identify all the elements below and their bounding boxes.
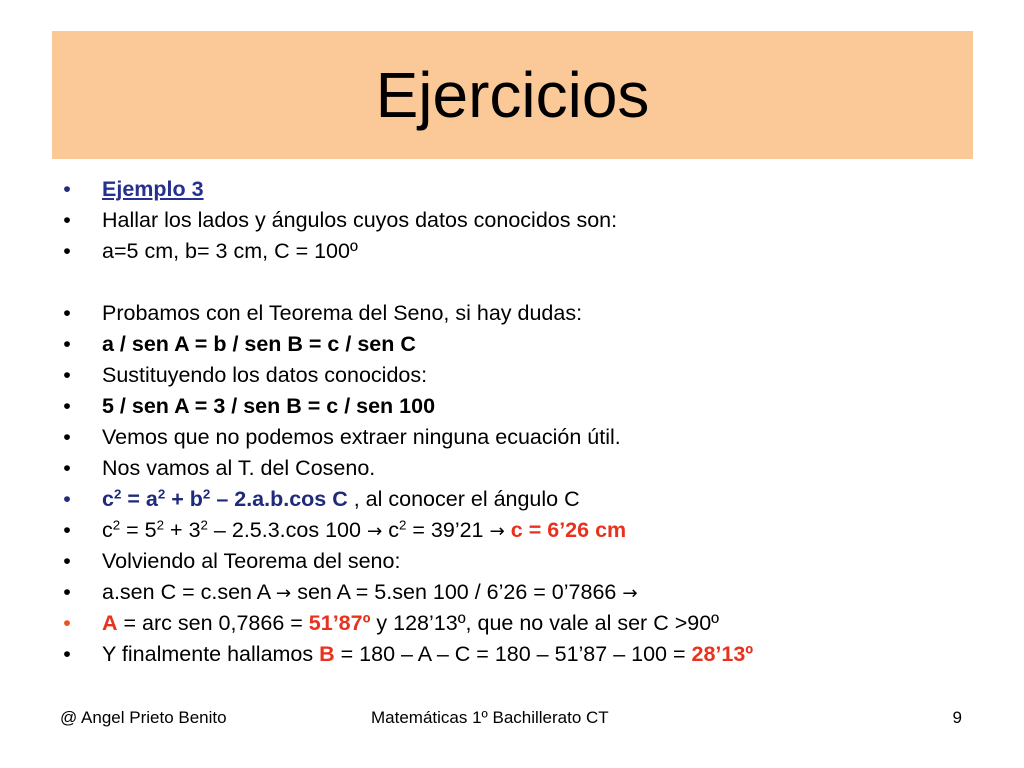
arrow-right-icon: →	[489, 521, 505, 542]
sine-calculation: a.sen C = c.sen A → sen A = 5.sen 100 / 6’26 = 0’7866 →	[102, 580, 638, 604]
line-text: Nos vamos al T. del Coseno.	[102, 456, 376, 480]
arrow-right-icon: →	[366, 521, 383, 542]
arrow-right-icon: →	[622, 583, 638, 604]
list-item	[60, 329, 1000, 360]
list-item	[60, 577, 1000, 608]
result-a: 51’87º	[308, 611, 371, 635]
title-banner	[52, 31, 973, 159]
footer-author: @ Angel Prieto Benito	[60, 708, 227, 727]
line-text: Probamos con el Teorema del Seno, si hay dudas:	[102, 301, 583, 325]
bullet-dot: •	[63, 301, 71, 325]
list-item	[60, 453, 1000, 484]
formula-substituted: 5 / sen A = 3 / sen B = c / sen 100	[102, 394, 436, 418]
footer-course: Matemáticas 1º Bachillerato CT	[371, 708, 609, 727]
line-text: Vemos que no podemos extraer ninguna ecuación útil.	[102, 425, 621, 449]
bullet-dot: •	[63, 332, 71, 356]
angle-a-calculation: A = arc sen 0,7866 = 51’87º y 128’13º, que no vale al ser C >90º	[102, 611, 720, 635]
list-item	[60, 360, 1000, 391]
list-item	[60, 391, 1000, 422]
list-item	[60, 484, 1000, 515]
list-item	[60, 205, 1000, 236]
bullet-dot: •	[63, 611, 71, 635]
list-item	[60, 515, 1000, 546]
formula-cosine-law: $c^2 = a^2 + b^2 - 2.a.b.\cos$ C	[102, 486, 348, 511]
bullet-dot: •	[63, 363, 71, 387]
list-item	[60, 422, 1000, 453]
bullet-dot: •	[63, 394, 71, 418]
bullet-dot: •	[63, 518, 71, 542]
list-item	[60, 236, 1000, 267]
result-b: 28’13º	[691, 642, 754, 666]
list-item	[60, 608, 1000, 639]
list-item	[60, 298, 1000, 329]
line-text: , al conocer el ángulo C	[347, 487, 580, 511]
footer-page-number: 9	[952, 708, 962, 727]
bullet-dot: •	[63, 549, 71, 573]
bullet-dot: •	[63, 208, 71, 232]
result-c: c = 6’26 cm	[510, 518, 627, 542]
line-text: Volviendo al Teorema del seno:	[102, 549, 401, 573]
slide-title: Ejercicios	[375, 59, 650, 131]
line-text: Sustituyendo los datos conocidos:	[102, 363, 428, 387]
bullet-dot: •	[63, 642, 71, 666]
bullet-dot: •	[63, 580, 71, 604]
list-item	[60, 174, 1000, 205]
spacer	[60, 267, 1000, 298]
bullet-dot: •	[63, 177, 71, 201]
example-heading: Ejemplo 3	[102, 177, 204, 201]
list-item	[60, 639, 1000, 670]
formula-sine-law: a / sen A = b / sen B = c / sen C	[102, 332, 416, 356]
angle-b-calculation: Y finalmente hallamos B = 180 – A – C = 180 – 51’87 – 100 = 28’13º	[102, 642, 754, 666]
bullet-dot: •	[63, 425, 71, 449]
arrow-right-icon: →	[275, 583, 292, 604]
bullet-dot: •	[63, 456, 71, 480]
bullet-list	[60, 174, 1000, 670]
line-text: Hallar los lados y ángulos cuyos datos conocidos son:	[102, 208, 618, 232]
list-item	[60, 546, 1000, 577]
line-text: a=5 cm, b= 3 cm, C = 100º	[102, 239, 358, 263]
bullet-dot: •	[63, 487, 71, 511]
bullet-dot: •	[63, 239, 71, 263]
cosine-calculation: $c^2 = 5^2 + 3^2 - 2.5.3.\cos$ $100 \to c^2$ = 39’21 → c = 6’26 cm	[102, 517, 627, 542]
